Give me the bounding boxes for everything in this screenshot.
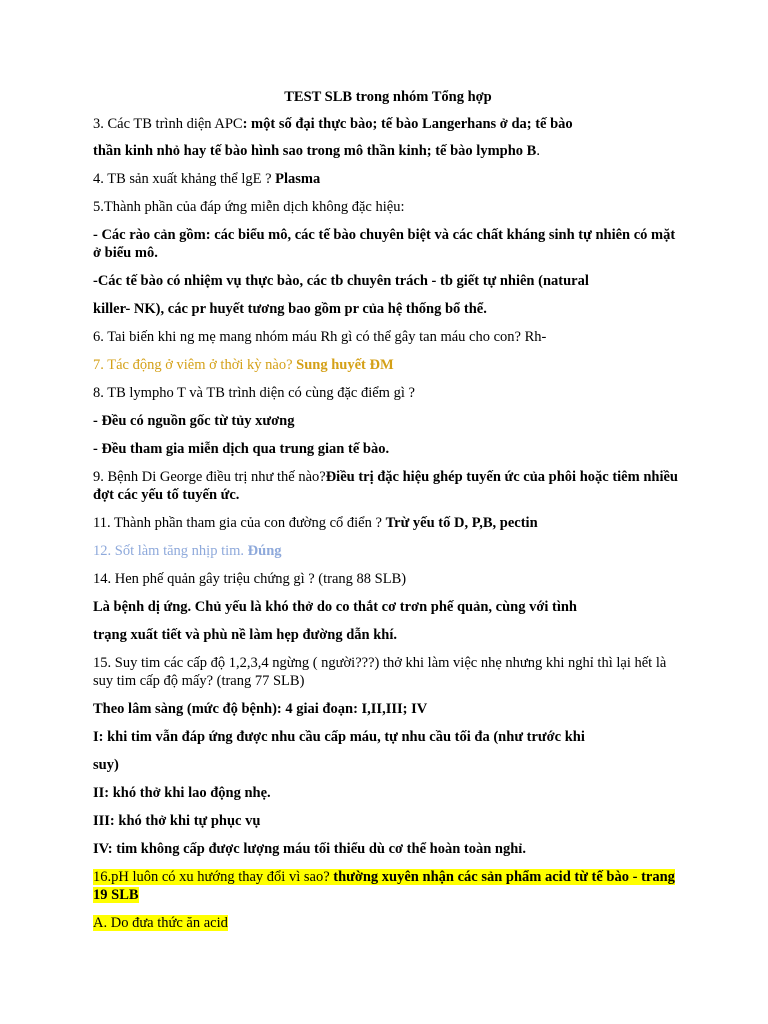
question-11 xyxy=(93,514,683,532)
question-4-answer: Plasma xyxy=(275,171,321,187)
question-15-answer-1 xyxy=(93,700,683,718)
question-5-answer-2 xyxy=(93,272,683,290)
question-16-option-a-text: A. Do đưa thức ăn acid xyxy=(93,915,228,931)
question-9-text: 9. Bệnh Di George điều trị như thế nào? xyxy=(93,469,326,485)
question-15-answer-3 xyxy=(93,756,683,774)
question-3-text: 3. Các TB trình diện APC xyxy=(93,116,243,132)
document-page xyxy=(93,78,683,942)
question-15-answer-2 xyxy=(93,728,683,746)
question-3-answer-b: thần kinh nhỏ hay tế bào hình sao trong mô thần kinh; tế bào lympho B xyxy=(93,143,537,159)
question-9-answer: Điều trị đặc hiệu ghép tuyến ức của phôi hoặc tiêm nhiều đợt các yếu tố tuyến ức. xyxy=(93,469,678,503)
question-16-text: 16.pH luôn có xu hướng thay đổi vì sao? xyxy=(93,869,334,885)
question-8-answer-2-text: - Đều tham gia miễn dịch qua trung gian tế bào. xyxy=(93,441,390,457)
question-15-answer-5-text: III: khó thở khi tự phục vụ xyxy=(93,813,261,829)
question-7-answer: Sung huyết ĐM xyxy=(296,357,394,373)
question-16-option-a xyxy=(93,914,683,932)
question-8-answer-1 xyxy=(93,412,683,430)
question-15-answer-1-text: Theo lâm sàng (mức độ bệnh): 4 giai đoạn: I,II,III; IV xyxy=(93,701,428,717)
question-5-answer-1 xyxy=(93,226,683,262)
question-16 xyxy=(93,868,683,904)
question-8-answer-2 xyxy=(93,440,683,458)
question-4-text: 4. TB sản xuất khảng thể lgE ? xyxy=(93,171,276,187)
question-5-answer-3 xyxy=(93,300,683,318)
question-14-answer-1 xyxy=(93,598,683,616)
question-5: 5.Thành phần của đáp ứng miễn dịch không đặc hiệu: xyxy=(93,199,405,215)
question-3 xyxy=(93,115,683,133)
question-14-answer-1-text: Là bệnh dị ứng. Chủ yếu là khó thở do co thắt cơ trơn phế quản, cùng với tình xyxy=(93,599,577,615)
question-15-answer-6-text: IV: tim không cấp được lượng máu tối thiểu dù cơ thể hoàn toàn nghỉ. xyxy=(93,841,526,857)
question-15-answer-3-text: suy) xyxy=(93,757,119,773)
question-9 xyxy=(93,468,683,504)
question-3-end: . xyxy=(536,143,540,159)
question-5-answer-2-text: -Các tế bào có nhiệm vụ thực bào, các tb chuyên trách - tb giết tự nhiên (natural xyxy=(93,273,589,289)
question-14-answer-2 xyxy=(93,626,683,644)
question-6: 6. Tai biến khi ng mẹ mang nhóm máu Rh gì có thể gây tan máu cho con? Rh- xyxy=(93,329,547,345)
question-15-answer-5 xyxy=(93,812,683,830)
question-11-answer: Trừ yếu tố D, P,B, pectin xyxy=(385,515,538,531)
question-3-cont xyxy=(93,142,683,160)
question-16-answer: thường xuyên nhận các sản phẩm acid từ tế bào - trang 19 SLB xyxy=(93,869,675,903)
question-11-text: 11. Thành phần tham gia của con đường cổ điển ? xyxy=(93,515,386,531)
question-15-answer-6 xyxy=(93,840,683,858)
question-15: 15. Suy tim các cấp độ 1,2,3,4 ngừng ( người???) thở khi làm việc nhẹ nhưng khi nghỉ thì lại hết là suy tim cấp độ mấy? (trang 77 SLB) xyxy=(93,655,667,689)
question-8-answer-1-text: - Đều có nguồn gốc từ tủy xương xyxy=(93,413,295,429)
question-8: 8. TB lympho T và TB trình diện có cùng đặc điểm gì ? xyxy=(93,385,415,401)
question-3-answer-a: : một số đại thực bào; tế bào Langerhans ở da; tế bào xyxy=(242,116,573,132)
question-12-answer: Đúng xyxy=(247,543,282,559)
question-14-answer-2-text: trạng xuất tiết và phù nề làm hẹp đường dẫn khí. xyxy=(93,627,397,643)
question-5-answer-3-text: killer- NK), các pr huyết tương bao gồm pr của hệ thống bổ thể. xyxy=(93,301,487,317)
question-4 xyxy=(93,170,683,188)
question-15-answer-4-text: II: khó thở khi lao động nhẹ. xyxy=(93,785,271,801)
question-12-text: 12. Sốt làm tăng nhịp tim. xyxy=(93,543,248,559)
document-title: TEST SLB trong nhóm Tổng hợp xyxy=(284,89,492,105)
question-7 xyxy=(93,356,683,374)
question-14: 14. Hen phế quản gây triệu chứng gì ? (trang 88 SLB) xyxy=(93,571,407,587)
question-7-text: 7. Tác động ở viêm ở thời kỳ nào? xyxy=(93,357,297,373)
question-12 xyxy=(93,542,683,560)
question-15-answer-4 xyxy=(93,784,683,802)
question-15-answer-2-text: I: khi tim vẫn đáp ứng được nhu cầu cấp máu, tự nhu cầu tối đa (như trước khi xyxy=(93,729,585,745)
question-5-answer-1-text: - Các rào cản gồm: các biểu mô, các tế bào chuyên biệt và các chất kháng sinh tự nhiên có mặt ở biểu mô. xyxy=(93,227,676,261)
